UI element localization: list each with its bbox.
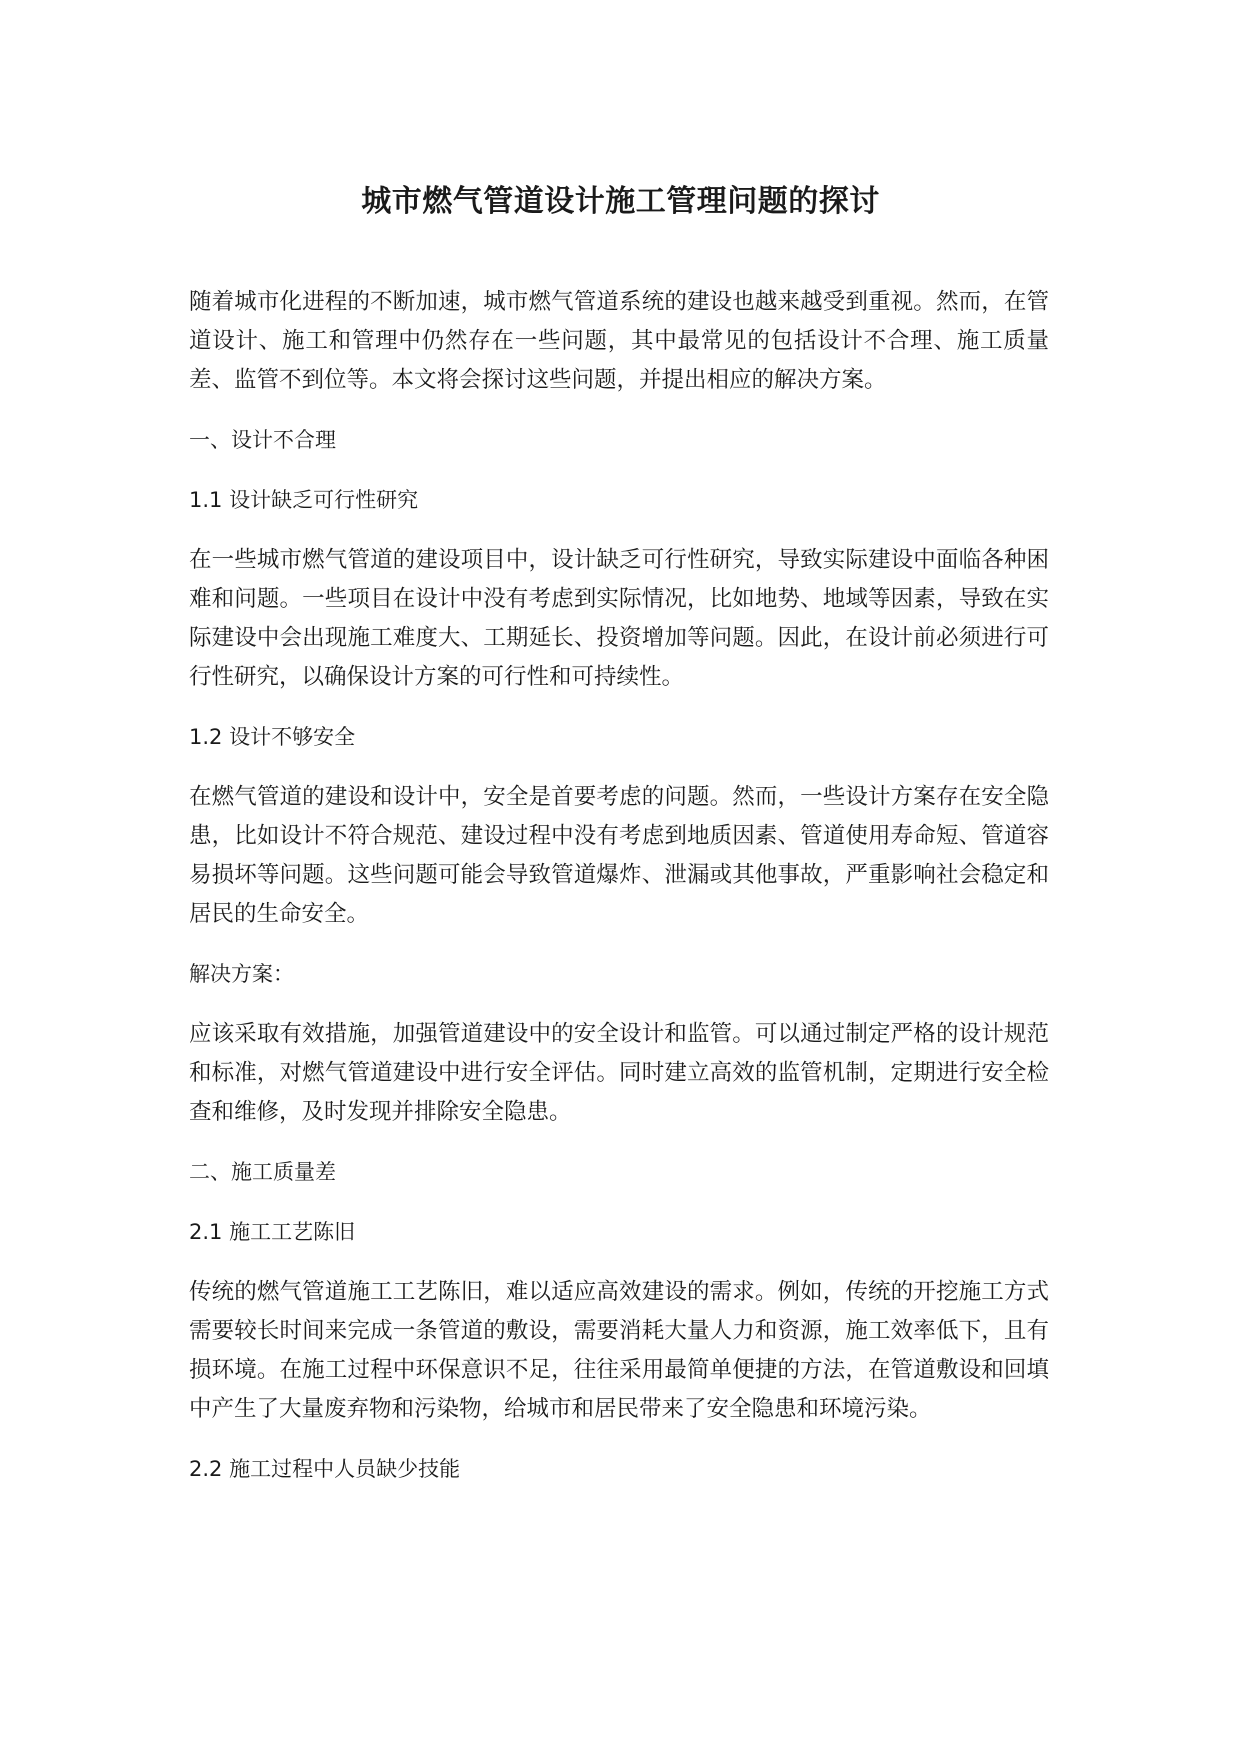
subsection-heading-2-2: 2.2 施工过程中人员缺少技能 — [189, 1457, 461, 1481]
document-title: 城市燃气管道设计施工管理问题的探讨 — [361, 184, 880, 219]
intro-paragraph: 随着城市化进程的不断加速，城市燃气管道系统的建设也越来越受到重视。然而，在管道设计、施工和管理中仍然存在一些问题，其中最常见的包括设计不合理、施工质量差、监管不到位等。本文将会探讨这些问题，并提出相应的解决方案。 — [189, 289, 1049, 393]
solution-paragraph: 应该采取有效措施，加强管道建设中的安全设计和监管。可以通过制定严格的设计规范和标准，对燃气管道建设中进行安全评估。同时建立高效的监管机制，定期进行安全检查和维修，及时发现并排除安全隐患。 — [189, 1021, 1049, 1125]
section-heading-2: 二、施工质量差 — [189, 1160, 336, 1184]
subsection-heading-1-2: 1.2 设计不够安全 — [189, 725, 356, 749]
subsection-heading-1-1: 1.1 设计缺乏可行性研究 — [189, 488, 419, 512]
paragraph-1-2: 在燃气管道的建设和设计中，安全是首要考虑的问题。然而，一些设计方案存在安全隐患，比如设计不符合规范、建设过程中没有考虑到地质因素、管道使用寿命短、管道容易损坏等问题。这些问题可能会导致管道爆炸、泄漏或其他事故，严重影响社会稳定和居民的生命安全。 — [189, 784, 1049, 927]
subsection-heading-2-1: 2.1 施工工艺陈旧 — [189, 1220, 356, 1244]
paragraph-2-1: 传统的燃气管道施工工艺陈旧，难以适应高效建设的需求。例如，传统的开挖施工方式需要较长时间来完成一条管道的敷设，需要消耗大量人力和资源，施工效率低下，且有损环境。在施工过程中环保意识不足，往往采用最简单便捷的方法，在管道敷设和回填中产生了大量废弃物和污染物，给城市和居民带来了安全隐患和环境污染。 — [189, 1279, 1049, 1422]
section-heading-1: 一、设计不合理 — [189, 428, 336, 452]
paragraph-1-1: 在一些城市燃气管道的建设项目中，设计缺乏可行性研究，导致实际建设中面临各种困难和问题。一些项目在设计中没有考虑到实际情况，比如地势、地域等因素，导致在实际建设中会出现施工难度大、工期延长、投资增加等问题。因此，在设计前必须进行可行性研究，以确保设计方案的可行性和可持续性。 — [189, 547, 1049, 690]
solution-heading: 解决方案： — [189, 962, 294, 986]
document-body — [189, 283, 1049, 1510]
